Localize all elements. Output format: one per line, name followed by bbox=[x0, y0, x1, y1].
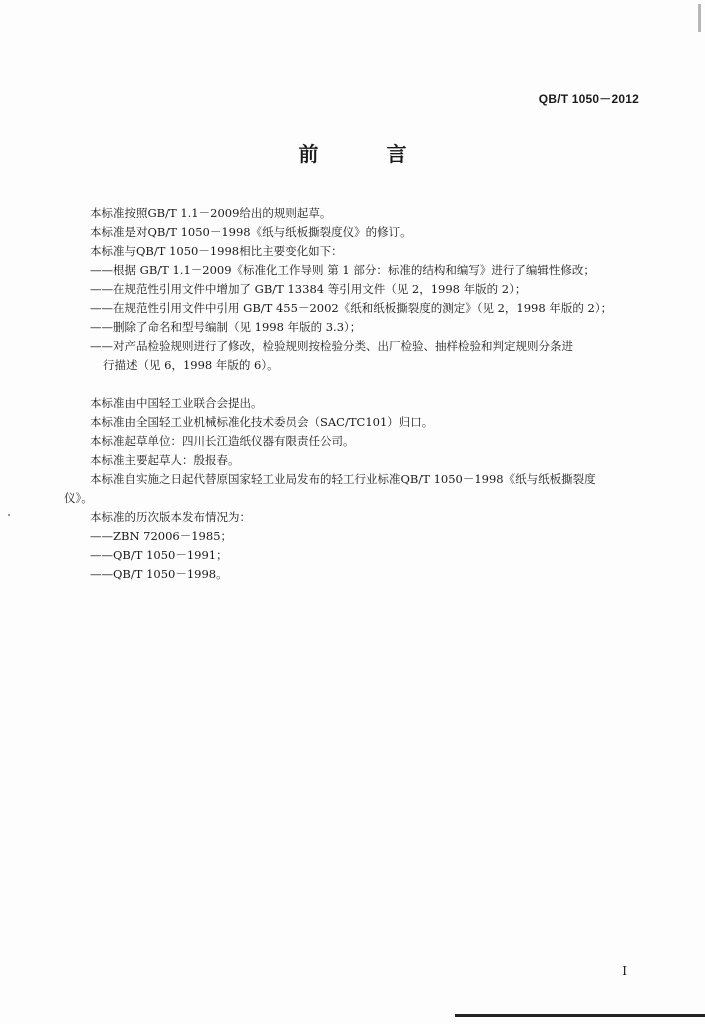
list-item-continuation: 行描述（见 6，1998 年版的 6）。 bbox=[103, 358, 279, 372]
scan-artifact bbox=[698, 4, 701, 32]
list-item: ——在规范性引用文件中增加了 GB/T 13384 等引用文件（见 2，1998 年版的 2）； bbox=[90, 282, 527, 296]
bottom-rule bbox=[455, 1014, 705, 1017]
paragraph: 本标准的历次版本发布情况为： bbox=[90, 510, 251, 524]
list-item: ——删除了命名和型号编制（见 1998 年版的 3.3）； bbox=[90, 320, 362, 334]
paragraph: 本标准由全国轻工业机械标准化技术委员会（SAC/TC101）归口。 bbox=[90, 415, 434, 429]
standard-code: QB/T 1050－2012 bbox=[538, 92, 639, 106]
list-item: ——QB/T 1050－1991； bbox=[90, 548, 228, 562]
paragraph-continuation: 仪》。 bbox=[64, 491, 93, 505]
list-item: ——ZBN 72006－1985； bbox=[90, 529, 233, 543]
foreword-changes-section bbox=[64, 204, 644, 375]
paragraph: 本标准由中国轻工业联合会提出。 bbox=[90, 396, 263, 410]
list-item: ——对产品检验规则进行了修改，检验规则按检验分类、出厂检验、抽样检验和判定规则分条进 bbox=[90, 339, 573, 353]
paragraph: 本标准自实施之日起代替原国家轻工业局发布的轻工行业标准QB/T 1050－1998《纸与纸板撕裂度 bbox=[90, 472, 596, 486]
scan-artifact bbox=[8, 514, 10, 516]
foreword-info-section bbox=[64, 394, 644, 584]
paragraph: 本标准与QB/T 1050－1998相比主要变化如下： bbox=[90, 244, 343, 258]
page-title: 前 言 bbox=[298, 142, 431, 166]
list-item: ——在规范性引用文件中引用 GB/T 455－2002《纸和纸板撕裂度的测定》（见 2，1998 年版的 2）； bbox=[90, 301, 613, 315]
paragraph: 本标准按照GB/T 1.1－2009给出的规则起草。 bbox=[90, 206, 332, 220]
list-item: ——根据 GB/T 1.1－2009《标准化工作导则 第 1 部分：标准的结构和编写》进行了编辑性修改； bbox=[90, 263, 595, 277]
paragraph: 本标准主要起草人：殷报春。 bbox=[90, 453, 240, 467]
paragraph: 本标准起草单位：四川长江造纸仪器有限责任公司。 bbox=[90, 434, 355, 448]
list-item: ——QB/T 1050－1998。 bbox=[90, 567, 228, 581]
paragraph: 本标准是对QB/T 1050－1998《纸与纸板撕裂度仪》的修订。 bbox=[90, 225, 412, 239]
page-number: I bbox=[622, 964, 627, 978]
